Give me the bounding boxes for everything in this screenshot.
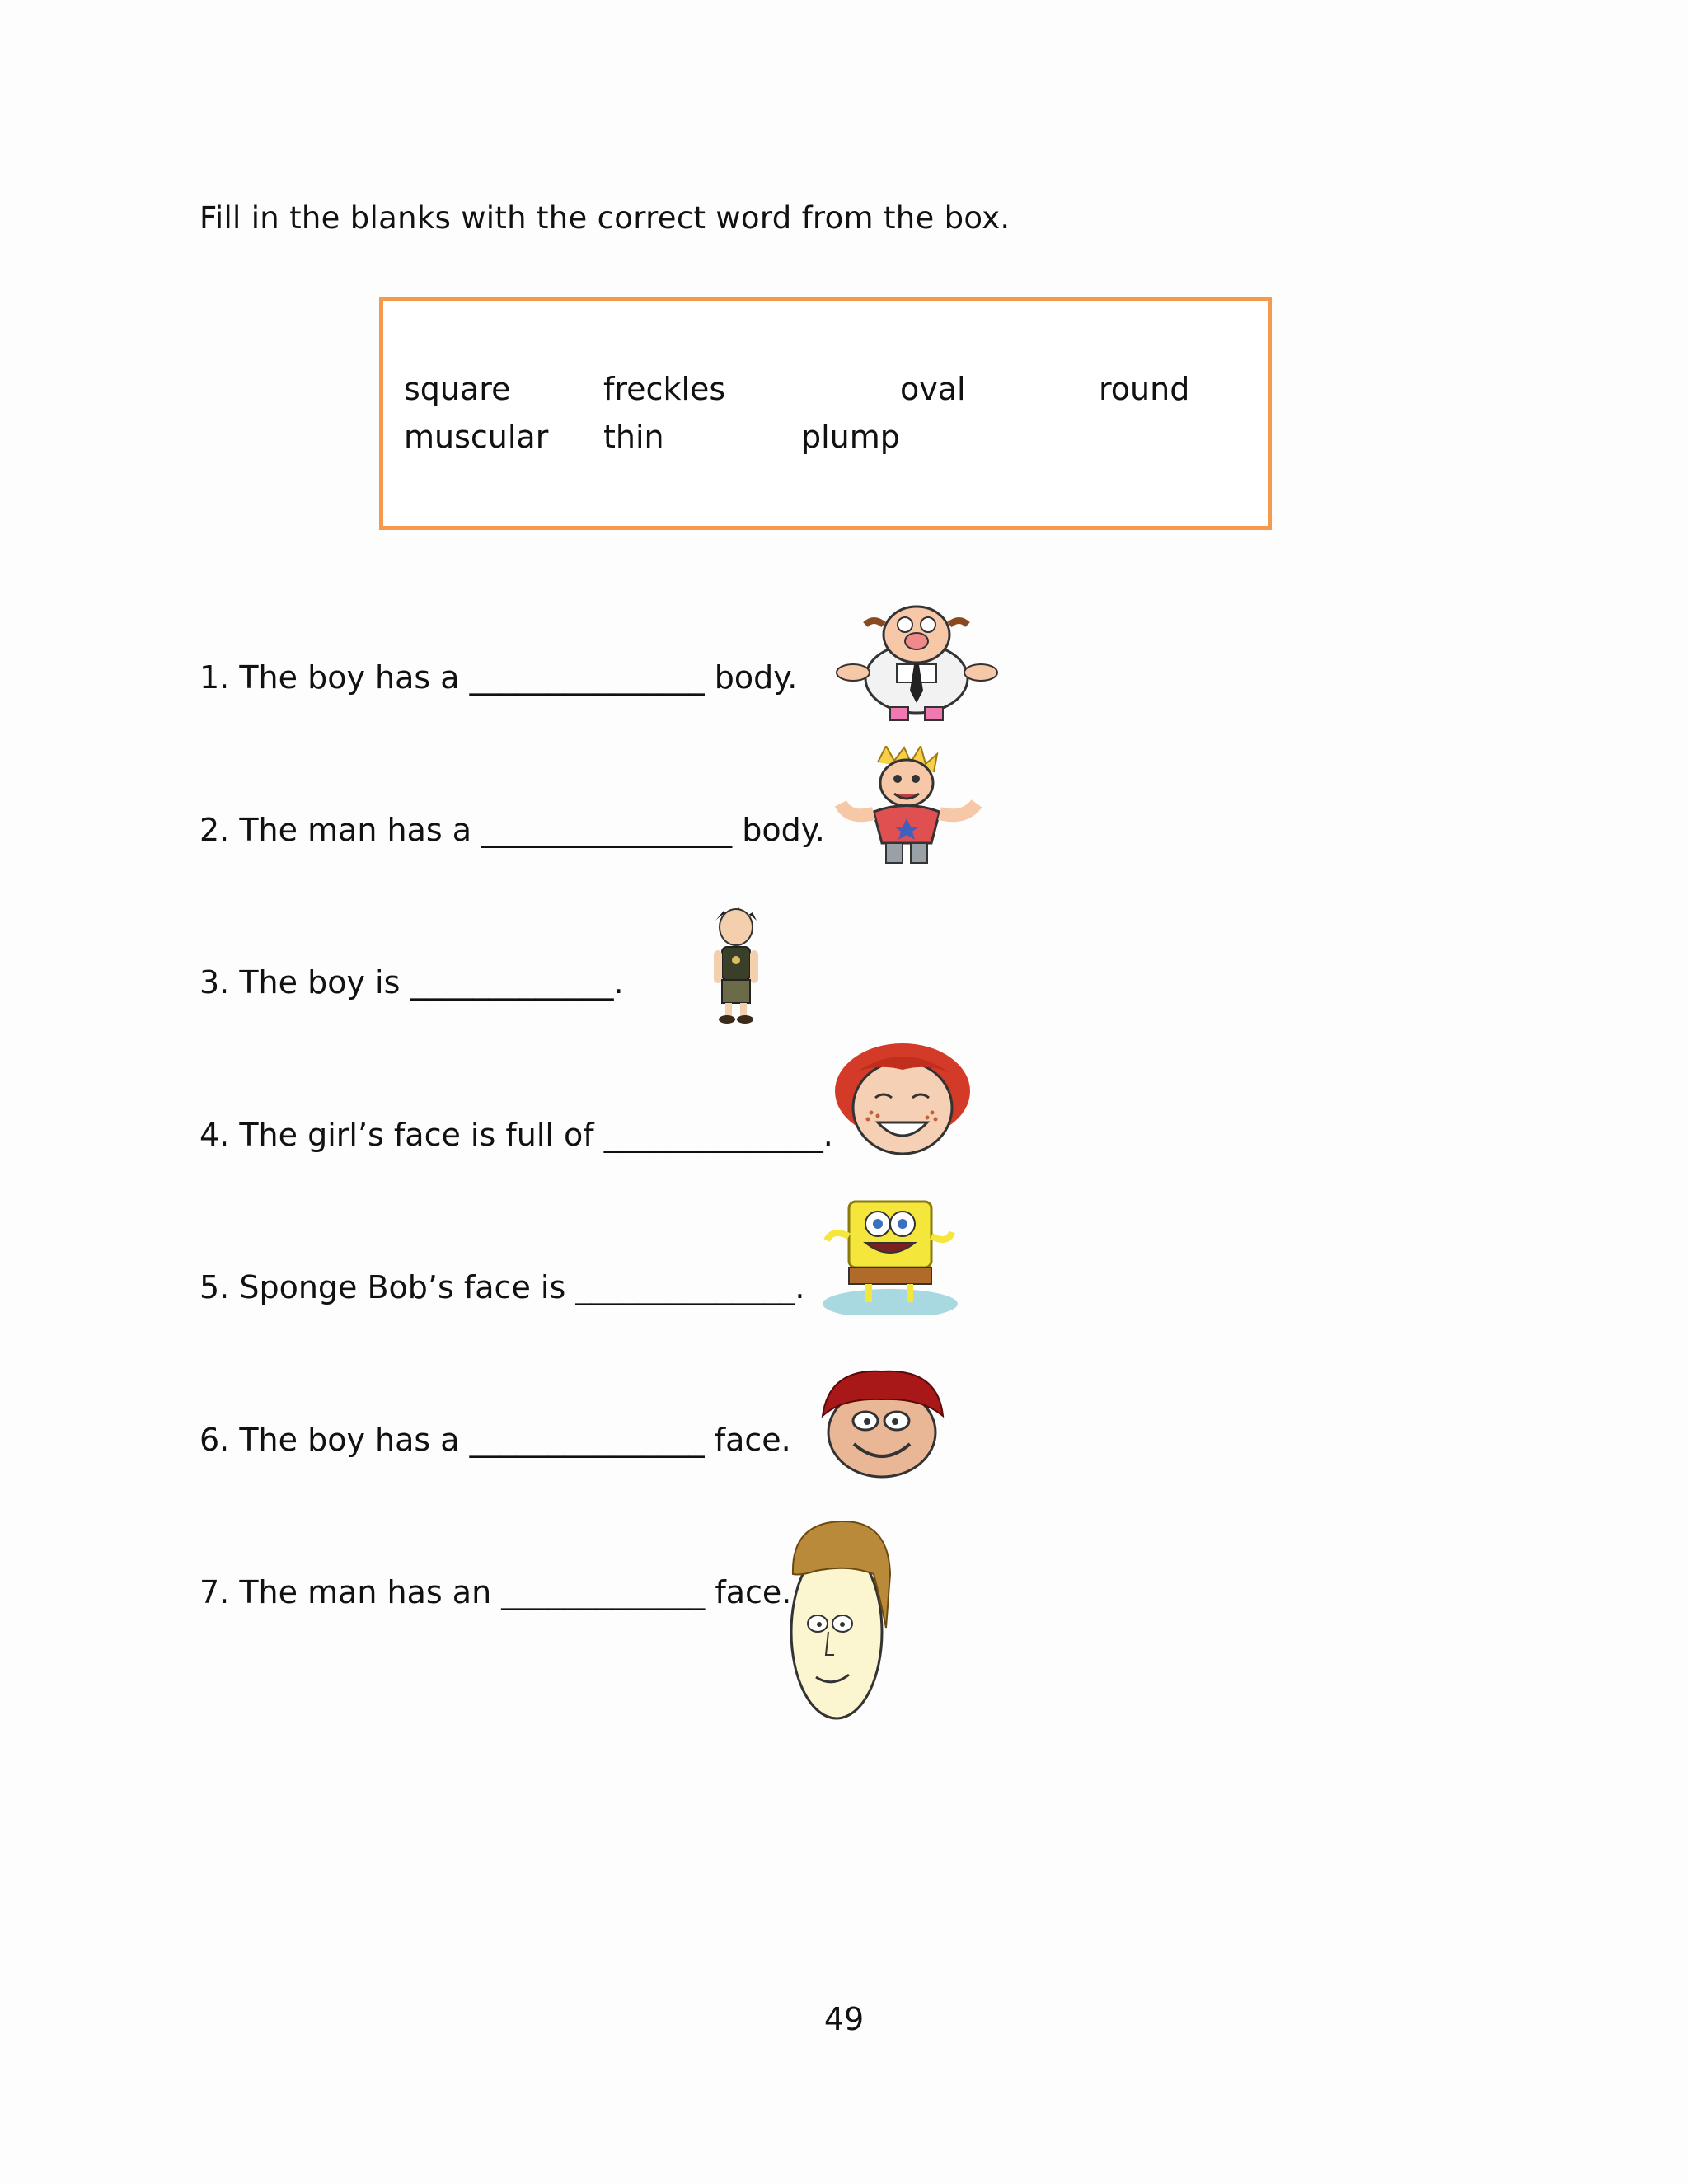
question-1: 1. The boy has a _______________ body. (199, 659, 798, 696)
word-box (379, 297, 1272, 530)
plump-boy-icon (824, 600, 1010, 725)
round-face-boy-icon (806, 1368, 959, 1479)
muscular-man-icon (828, 746, 993, 865)
question-7: 7. The man has an _____________ face. (199, 1574, 792, 1610)
oval-face-man-icon (783, 1516, 898, 1727)
spongebob-icon (820, 1195, 960, 1315)
word-oval: oval (900, 371, 966, 407)
freckled-girl-icon (830, 1040, 974, 1160)
word-freckles: freckles (603, 371, 726, 407)
instruction-text: Fill in the blanks with the correct word from the box. (199, 200, 1010, 236)
question-3: 3. The boy is _____________. (199, 964, 624, 1001)
word-square: square (404, 371, 511, 407)
word-muscular: muscular (404, 419, 549, 455)
question-2: 2. The man has a ________________ body. (199, 812, 825, 848)
word-plump: plump (801, 419, 900, 455)
word-thin: thin (603, 419, 664, 455)
question-6: 6. The boy has a _______________ face. (199, 1422, 791, 1458)
page-number: 49 (823, 2001, 865, 2037)
question-5: 5. Sponge Bob’s face is ______________. (199, 1269, 805, 1305)
question-4: 4. The girl’s face is full of ______________. (199, 1117, 833, 1153)
thin-boy-icon (699, 902, 773, 1026)
word-round: round (1099, 371, 1190, 407)
